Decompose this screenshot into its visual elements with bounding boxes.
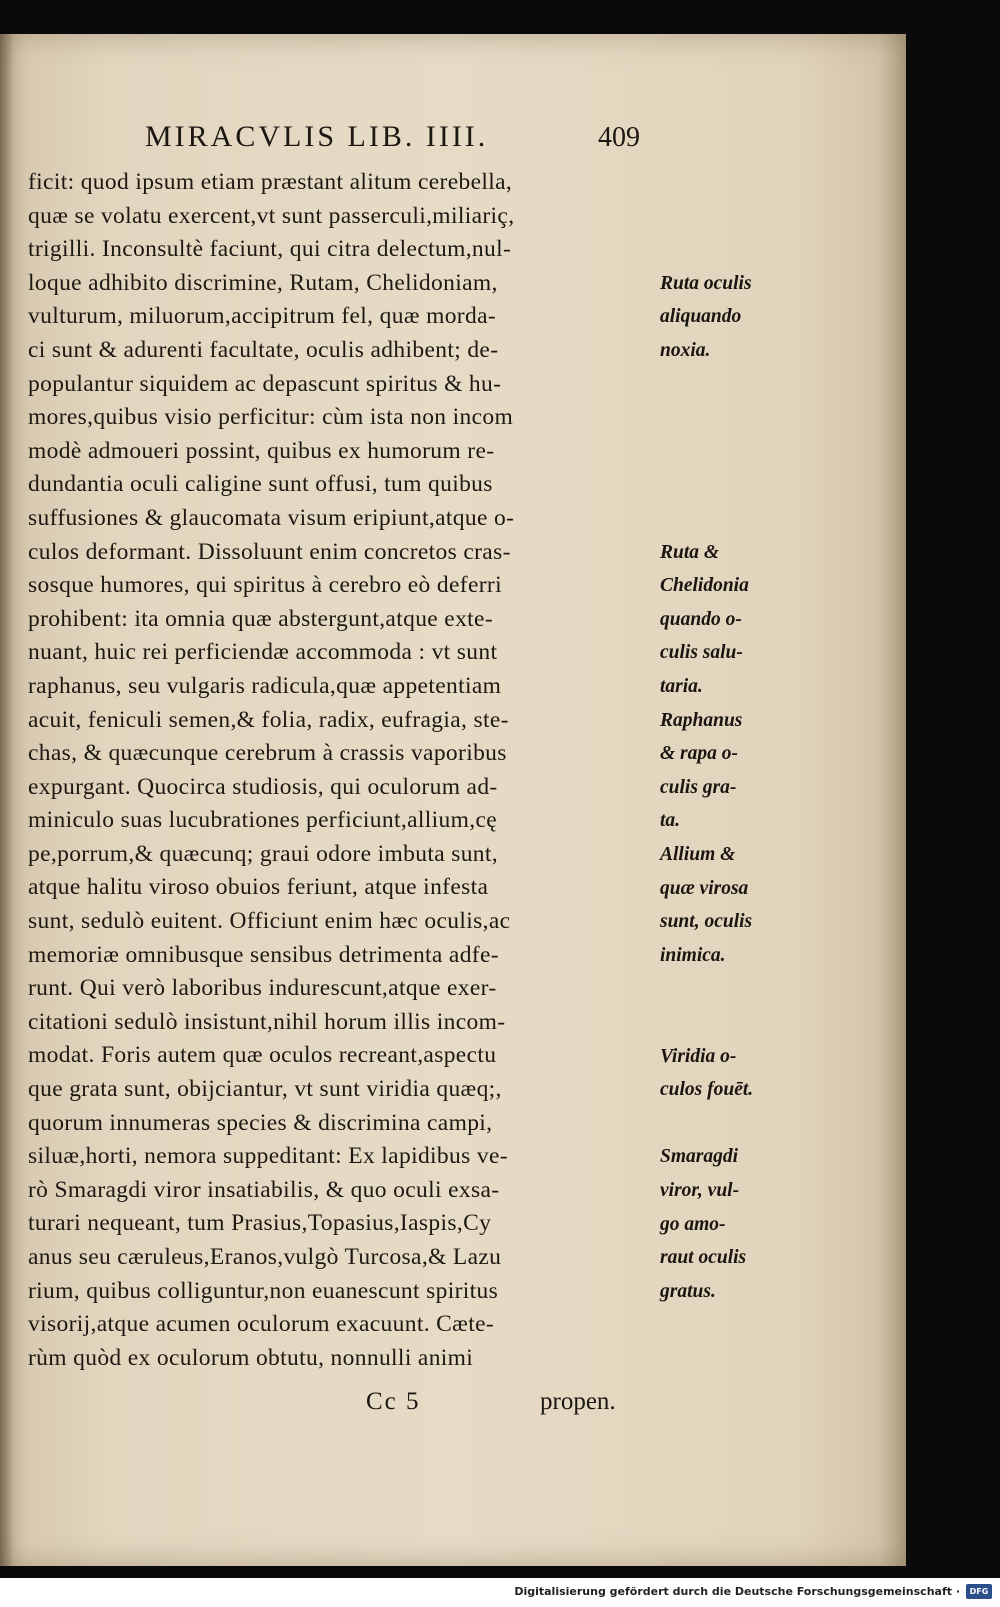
marginal-note: viror, vul- [660,1180,740,1201]
text-line: anus seu cæruleus,Eranos,vulgò Turcosa,& Lazu [28,1244,502,1270]
marginal-note: Chelidonia [660,575,749,597]
marginal-note: raut oculis [660,1247,747,1269]
text-line: sunt, sedulò euitent. Officiunt enim hæc oculis,ac [28,908,511,935]
text-line: siluæ,horti, nemora suppeditant: Ex lapidibus ve- [28,1143,508,1170]
text-line: rium, quibus colliguntur,non euanescunt spiritus [28,1277,499,1304]
dfg-logo: DFG [966,1584,992,1599]
page-number: 409 [598,122,640,153]
main-text-block [28,166,668,1375]
text-line: modè admoueri possint, quibus ex humorum re- [28,437,495,464]
running-head [0,120,906,164]
marginal-note: & rapa o- [660,743,738,765]
text-line: suffusiones & glaucomata visum eripiunt,atque o- [28,504,515,531]
text-line: atque halitu viroso obuios feriunt, atque infesta [28,874,489,901]
marginal-note: gratus. [660,1280,716,1302]
marginal-note: culis salu- [660,642,743,664]
signature-mark: Cc 5 [366,1388,421,1415]
text-line: expurgant. Quocirca studiosis, qui oculorum ad- [28,773,498,800]
marginal-note: Allium & [660,844,736,865]
marginal-note: Smaragdi [660,1146,739,1168]
text-line: mores,quibus visio perficitur: cùm ista non incom [28,404,514,431]
marginal-notes [660,166,840,1376]
text-line: ci sunt & adurenti facultate, oculis adhibent; de- [28,336,499,363]
marginal-note: inimica. [660,944,726,966]
text-line: miniculo suas lucubrationes perficiunt,allium,cę [28,807,498,834]
text-line: raphanus, seu vulgaris radicula,quæ appetentiam [28,672,502,699]
marginal-note: Ruta & [660,541,720,563]
marginal-note: quando o- [660,608,742,630]
marginal-note: culos fouēt. [660,1079,754,1101]
text-line: ficit: quod ipsum etiam præstant alitum cerebella, [28,169,513,195]
text-line: rùm quòd ex oculorum obtutu, nonnulli animi [28,1344,474,1371]
text-line: quæ se volatu exercent,vt sunt passerculi,miliariç, [28,202,515,229]
text-line: quorum innumeras species & discrimina campi, [28,1109,493,1136]
text-line: runt. Qui verò laboribus indurescunt,atque exer- [28,975,497,1002]
marginal-note: go amo- [660,1213,726,1235]
text-line: chas, & quæcunque cerebrum à crassis vaporibus [28,740,507,767]
credit-text: Digitalisierung gefördert durch die Deutsche Forschungsgemeinschaft · [514,1585,960,1598]
text-line: memoriæ omnibusque sensibus detrimenta adfe- [28,941,499,968]
text-line: pe,porrum,& quæcunq; graui odore imbuta sunt, [28,840,499,867]
text-line: prohibent: ita omnia quæ abstergunt,atque exte- [28,605,494,632]
marginal-note: noxia. [660,340,711,361]
marginal-note: sunt, oculis [660,911,753,933]
text-line: rò Smaragdi viror insatiabilis, & quo oculi exsa- [28,1176,500,1203]
text-line: que grata sunt, obijciantur, vt sunt viridia quæq;, [28,1076,502,1103]
text-line: visorij,atque acumen oculorum exacuunt. Cæte- [28,1311,495,1338]
text-line: sosque humores, qui spiritus à cerebro eò deferri [28,572,502,599]
text-line: vulturum, miluorum,accipitrum fel, quæ morda- [28,303,497,330]
marginal-note: aliquando [660,306,742,328]
marginal-note: taria. [660,676,703,697]
credit-bar [0,1578,1000,1607]
marginal-note: Raphanus [660,709,743,731]
text-line: modat. Foris autem quæ oculos recreant,aspectu [28,1042,497,1069]
text-line: turari nequeant, tum Prasius,Topasius,Iaspis,Cy [28,1210,492,1237]
marginal-note: ta. [660,810,681,832]
book-page [0,34,906,1566]
text-line: dundantia oculi caligine sunt offusi, tum quibus [28,471,493,498]
text-line: acuit, feniculi semen,& folia, radix, eufragia, ste- [28,706,509,733]
marginal-note: culis gra- [660,776,737,798]
text-line: citationi sedulò insistunt,nihil horum illis incom- [28,1008,506,1035]
text-line: populantur siquidem ac depascunt spiritus & hu- [28,370,502,397]
text-line: culos deformant. Dissoluunt enim concretos cras- [28,538,511,565]
marginal-note: quæ virosa [660,877,749,899]
marginal-note: Viridia o- [660,1045,737,1067]
catchword: propen. [540,1388,616,1415]
text-line: nuant, huic rei perficiendæ accommoda : vt sunt [28,639,498,666]
text-line: loque adhibito discrimine, Rutam, Chelidoniam, [28,269,498,296]
page-footer [0,1388,906,1428]
marginal-note: Ruta oculis [660,272,752,294]
text-line: trigilli. Inconsultè faciunt, qui citra delectum,nul- [28,236,512,263]
page-header-title: MIRACVLIS LIB. IIII. [145,120,489,153]
